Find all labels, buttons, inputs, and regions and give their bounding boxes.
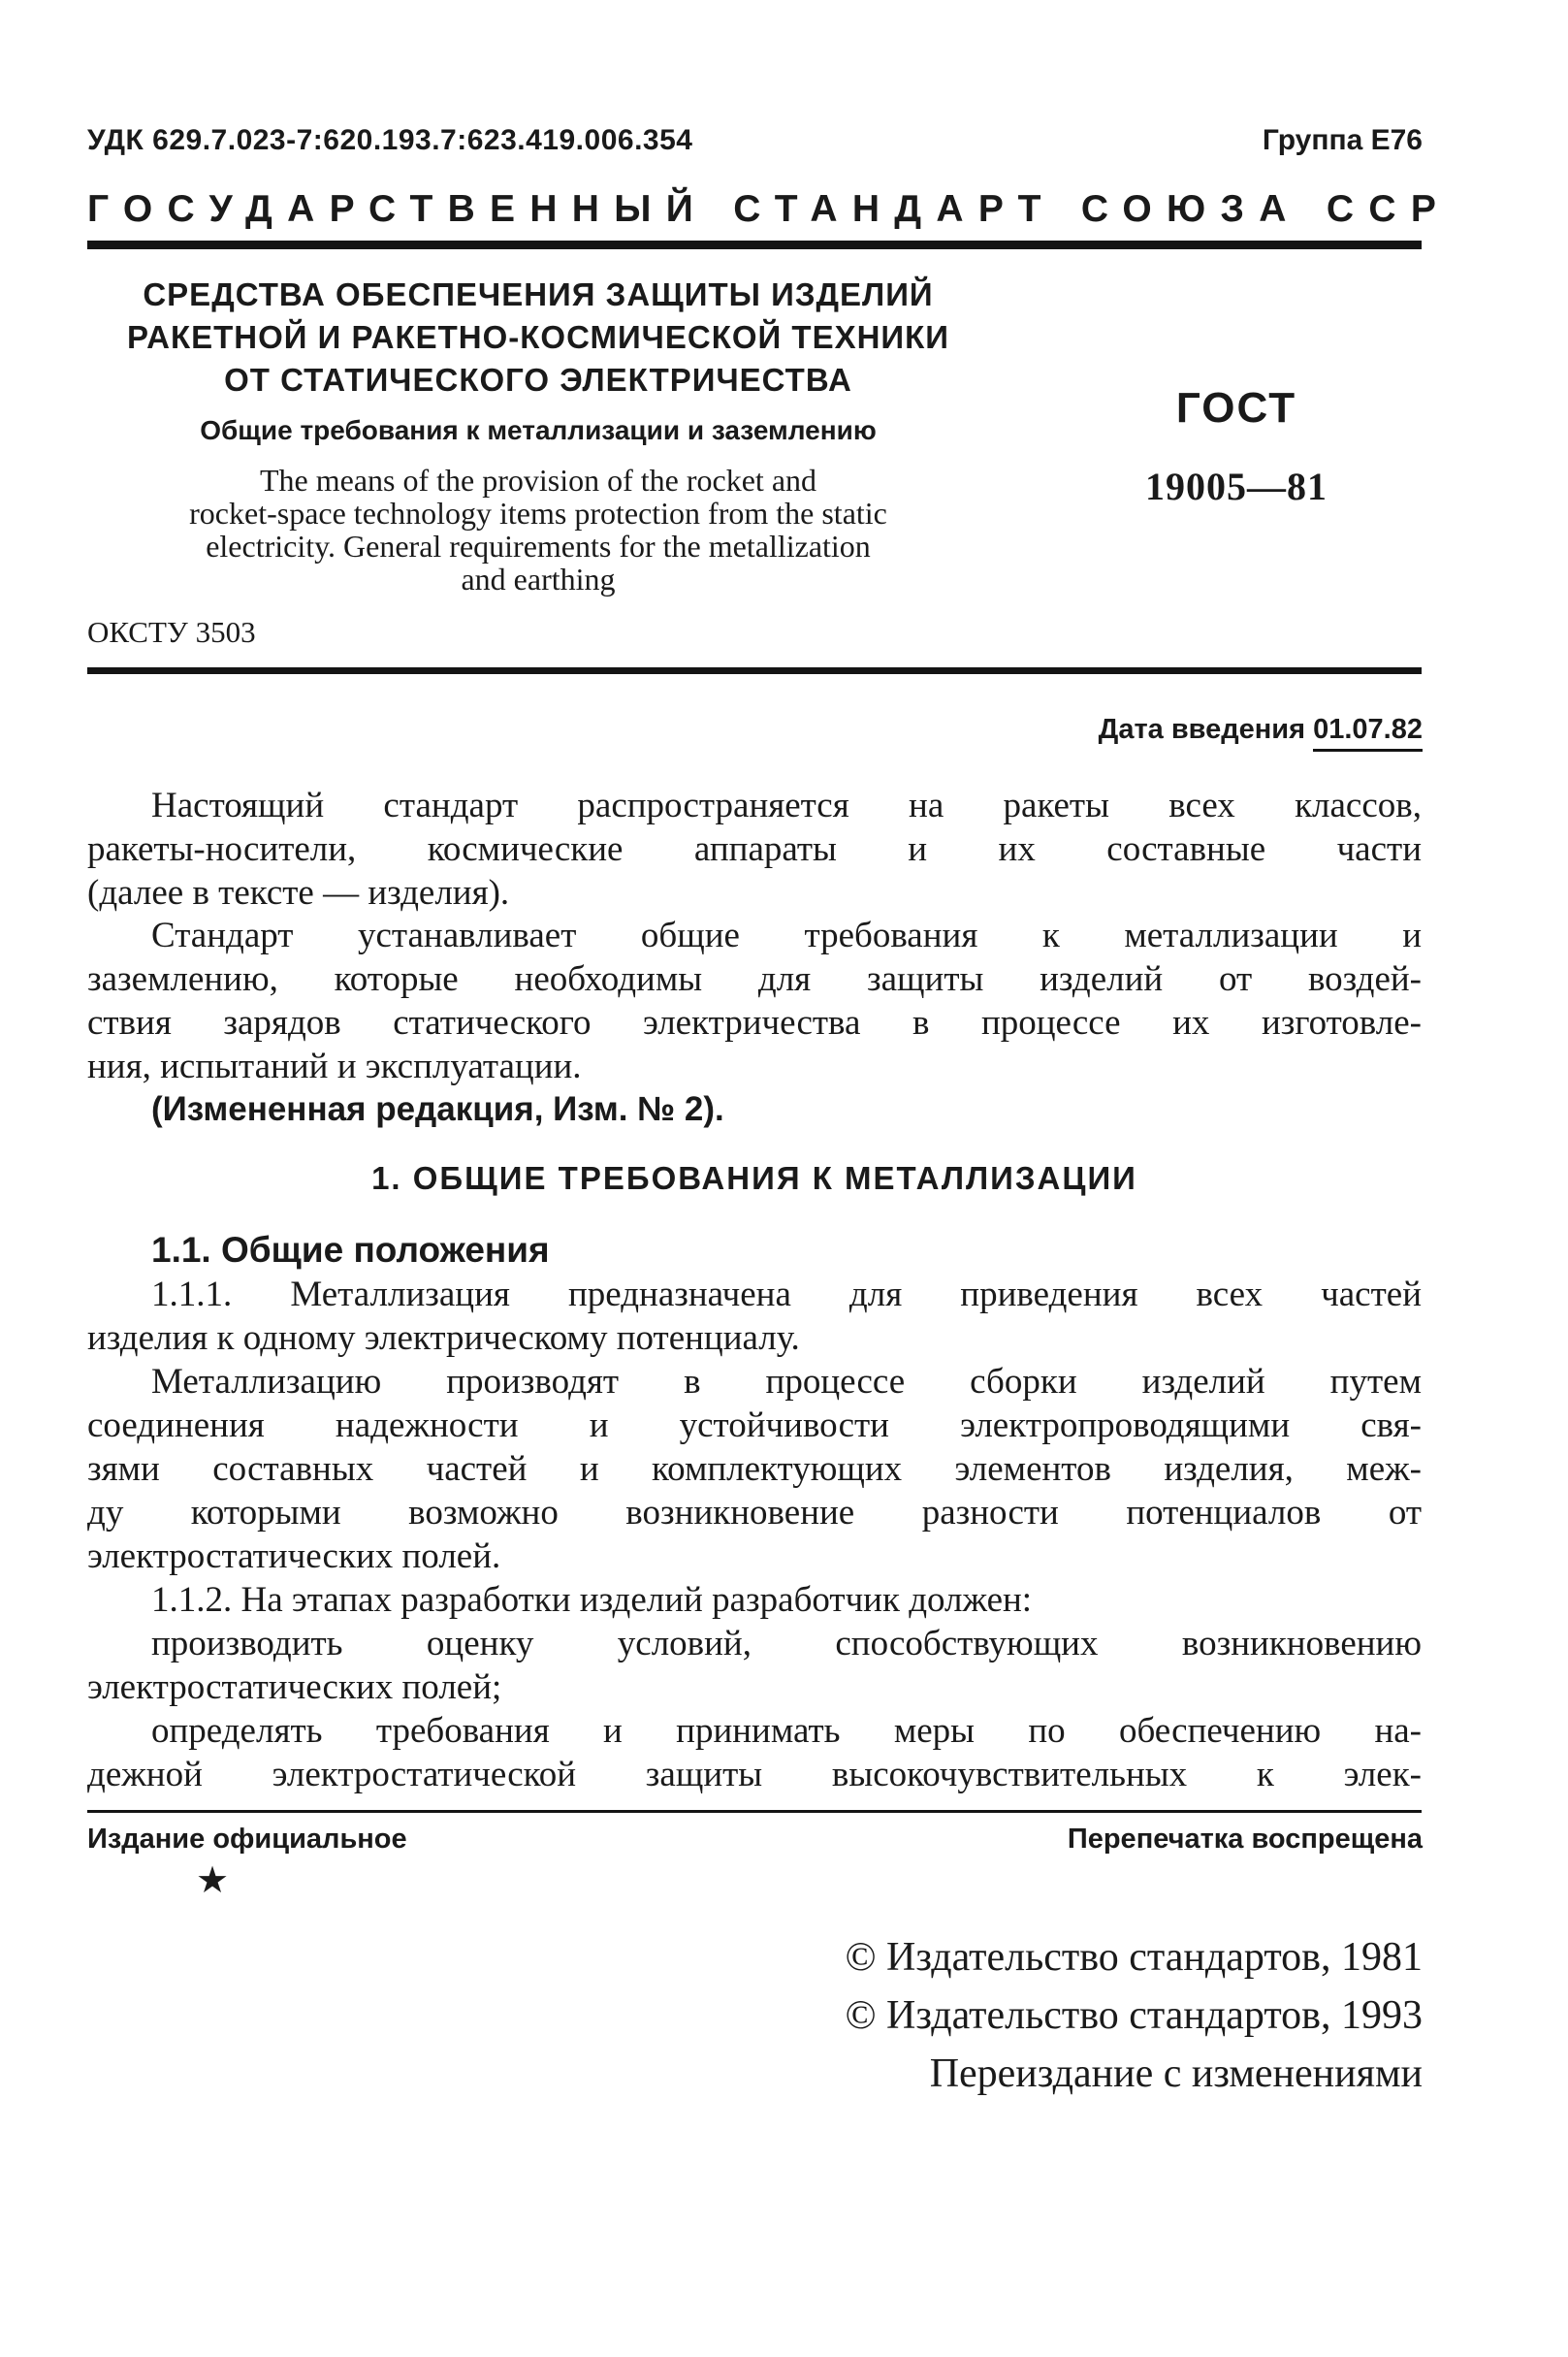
amendment-note: (Измененная редакция, Изм. № 2). bbox=[151, 1090, 724, 1128]
paragraph-line: ния, испытаний и эксплуатации. bbox=[87, 1047, 582, 1086]
paragraph-line: Стандарт устанавливает общие требования к металлизации и bbox=[151, 916, 1422, 955]
paragraph-line: зями составных частей и комплектующих элементов изделия, меж- bbox=[87, 1449, 1422, 1489]
reissue-note: Переиздание с изменениями bbox=[929, 2051, 1423, 2096]
copyright-line-1993 bbox=[846, 1986, 1423, 2045]
english-title bbox=[68, 464, 1008, 596]
paragraph-line: 1.1.2. На этапах разработки изделий разработчик должен: bbox=[151, 1580, 1033, 1620]
paragraph-line: Настоящий стандарт распространяется на ракеты всех классов, bbox=[151, 786, 1422, 825]
paragraph-line: (далее в тексте — изделия). bbox=[87, 873, 510, 913]
title-line: СРЕДСТВА ОБЕСПЕЧЕНИЯ ЗАЩИТЫ ИЗДЕЛИЙ bbox=[143, 276, 934, 312]
date-label: Дата введения bbox=[1098, 714, 1306, 745]
section-heading: 1. ОБЩИЕ ТРЕБОВАНИЯ К МЕТАЛЛИЗАЦИИ bbox=[371, 1160, 1137, 1196]
paragraph-line: ракеты-носители, космические аппараты и их составные части bbox=[87, 829, 1422, 869]
date-value: 01.07.82 bbox=[1313, 714, 1423, 752]
document-title bbox=[68, 274, 1008, 402]
paragraph-line: изделия к одному электрическому потенциалу. bbox=[87, 1318, 800, 1358]
reprint-prohibited-label: Перепечатка воспрещена bbox=[1067, 1824, 1423, 1855]
paragraph-line: электростатических полей; bbox=[87, 1667, 502, 1707]
paragraph-line: Металлизацию производят в процессе сборки изделий путем bbox=[151, 1362, 1422, 1402]
title-line: РАКЕТНОЙ И РАКЕТНО-КОСМИЧЕСКОЙ ТЕХНИКИ bbox=[127, 319, 949, 355]
paragraph-line: заземлению, которые необходимы для защиты изделий от воздей- bbox=[87, 959, 1422, 999]
paragraph-line: соединения надежности и устойчивости электропроводящими свя- bbox=[87, 1405, 1422, 1445]
copyright-icon: © bbox=[845, 1993, 877, 2038]
gost-number: 19005—81 bbox=[1145, 465, 1328, 508]
gost-label: ГОСТ bbox=[1175, 384, 1297, 432]
copyright-block bbox=[846, 1928, 1423, 2103]
section-body bbox=[87, 1273, 1422, 1796]
group-code: Группа Е76 bbox=[1262, 124, 1423, 156]
state-standard-title: ГОСУДАРСТВЕННЫЙ СТАНДАРТ СОЮЗА ССР bbox=[87, 188, 1452, 230]
copyright-text: Издательство стандартов, 1993 bbox=[886, 1993, 1423, 2038]
subsection-heading-text: 1.1. Общие положения bbox=[151, 1230, 550, 1270]
paragraph-line: определять требования и принимать меры по обеспечению на- bbox=[151, 1711, 1422, 1751]
subsection-heading bbox=[151, 1230, 550, 1272]
paragraph-line: электростатических полей. bbox=[87, 1536, 501, 1576]
paragraph-line: производить оценку условий, способствующих возникновению bbox=[151, 1624, 1422, 1663]
udk-code: УДК 629.7.023-7:620.193.7:623.419.006.354 bbox=[87, 124, 693, 156]
english-title-line: The means of the provision of the rocket and bbox=[259, 463, 817, 498]
paragraph-line: 1.1.1. Металлизация предназначена для приведения всех частей bbox=[151, 1275, 1422, 1314]
paragraph-line: ду которыми возможно возникновение разности потенциалов от bbox=[87, 1493, 1422, 1533]
header-rule bbox=[87, 241, 1422, 249]
okstu-code: ОКСТУ 3503 bbox=[87, 615, 256, 649]
paragraph-line: ствия зарядов статического электричества в процессе их изготовле- bbox=[87, 1003, 1422, 1043]
english-title-line: and earthing bbox=[461, 562, 616, 597]
official-edition-label: Издание официальное bbox=[87, 1824, 407, 1855]
paragraph-line: дежной электростатической защиты высокочувствительных к элек- bbox=[87, 1755, 1422, 1794]
english-title-line: electricity. General requirements for the metallization bbox=[206, 529, 871, 564]
introduction-date bbox=[1099, 714, 1423, 752]
title-line: ОТ СТАТИЧЕСКОГО ЭЛЕКТРИЧЕСТВА bbox=[224, 362, 852, 398]
intro-paragraph-2 bbox=[87, 914, 1422, 1088]
copyright-text: Издательство стандартов, 1981 bbox=[886, 1935, 1423, 1980]
document-subtitle: Общие требования к металлизации и заземлению bbox=[200, 415, 877, 445]
intro-paragraph-1 bbox=[87, 784, 1422, 915]
title-block-rule bbox=[87, 667, 1422, 674]
footer-rule bbox=[87, 1810, 1422, 1813]
copyright-line-1981 bbox=[846, 1928, 1423, 1986]
copyright-icon: © bbox=[845, 1935, 877, 1980]
star-icon: ★ bbox=[196, 1860, 230, 1901]
english-title-line: rocket-space technology items protection from the static bbox=[189, 496, 887, 531]
